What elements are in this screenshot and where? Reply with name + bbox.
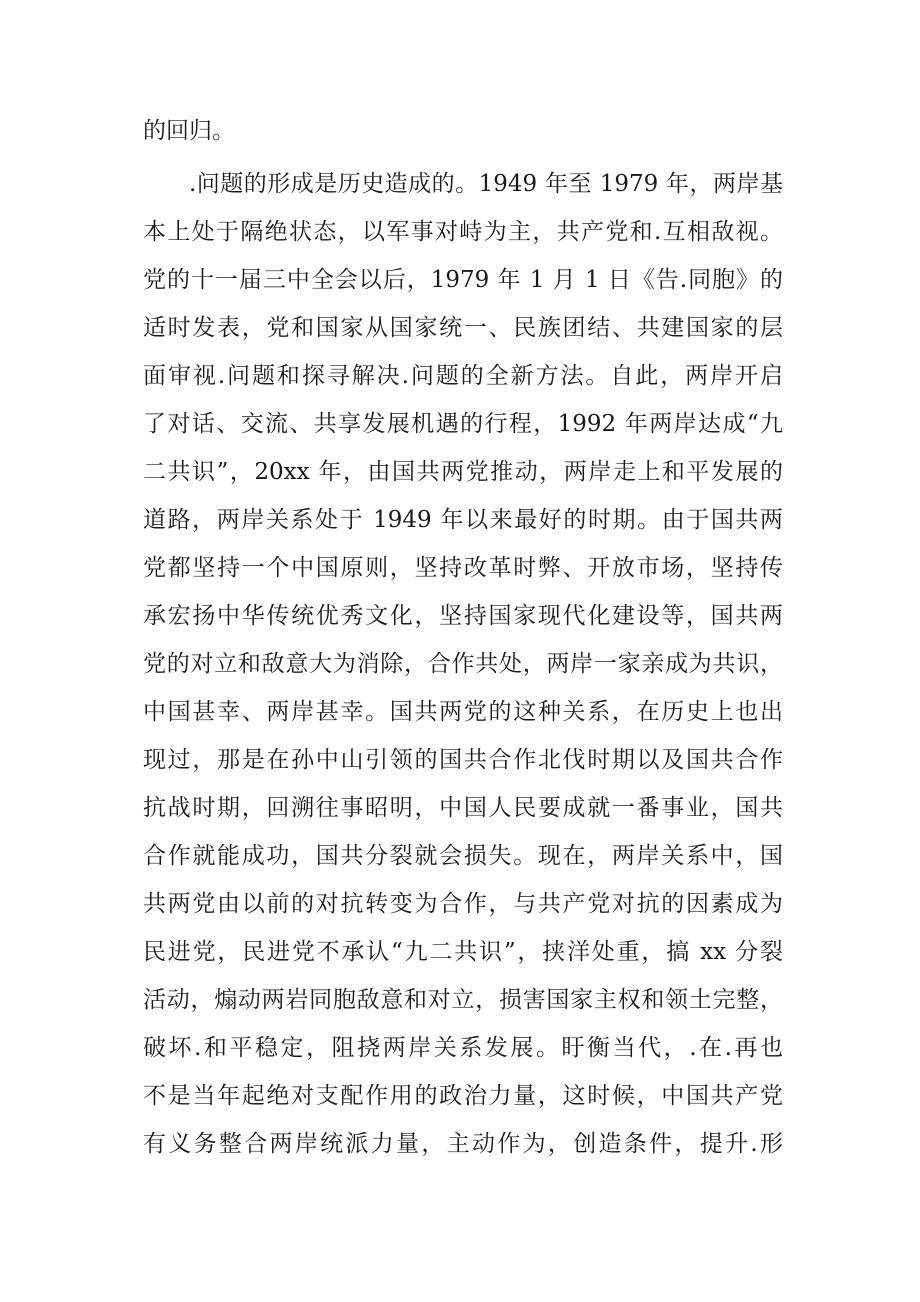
paragraph-first-line: .问题的形成是历史造成的。1949 年至 1979 年，两岸基 (189, 171, 783, 197)
text-line: 二共识”，20xx 年，由国共两党推动，两岸走上和平发展的 (143, 459, 783, 485)
text-line: 抗战时期，回溯往事昭明，中国人民要成就一番事业，国共 (143, 795, 783, 821)
text-line: 不是当年起绝对支配作用的政治力量，这时候，中国共产党 (143, 1083, 783, 1109)
text-line: 道路，两岸关系处于 1949 年以来最好的时期。由于国共两 (143, 507, 783, 533)
text-line: 共两党由以前的对抗转变为合作，与共产党对抗的因素成为 (143, 891, 783, 917)
text-line: 面审视.问题和探寻解决.问题的全新方法。自此，两岸开启 (143, 363, 783, 389)
text-line: 承宏扬中华传统优秀文化，坚持国家现代化建设等，国共两 (143, 603, 783, 629)
text-line: 党的十一届三中全会以后，1979 年 1 月 1 日《告.同胞》的 (143, 267, 783, 293)
text-line: 中国甚幸、两岸甚幸。国共两党的这种关系，在历史上也出 (143, 699, 783, 725)
text-line: 破坏.和平稳定，阻挠两岸关系发展。盱衡当代，.在.再也 (143, 1035, 783, 1061)
text-line: 的回归。 (143, 118, 235, 144)
text-line: 适时发表，党和国家从国家统一、民族团结、共建国家的层 (143, 315, 783, 341)
text-line: 党都坚持一个中国原则，坚持改革时弊、开放市场，坚持传 (143, 555, 783, 581)
text-line: 民进党，民进党不承认“九二共识”，挟洋处重，搞 xx 分裂 (143, 939, 783, 965)
text-line: 现过，那是在孙中山引领的国共合作北伐时期以及国共合作 (143, 747, 783, 773)
text-line: 活动，煽动两岩同胞敌意和对立，损害国家主权和领土完整， (143, 987, 783, 1013)
text-line: 本上处于隔绝状态，以军事对峙为主，共产党和.互相敌视。 (143, 219, 783, 245)
text-line: 党的对立和敌意大为消除，合作共处，两岸一家亲成为共识， (143, 651, 783, 677)
text-line: 了对话、交流、共享发展机遇的行程，1992 年两岸达成“九 (143, 411, 783, 437)
text-line: 有义务整合两岸统派力量，主动作为，创造条件，提升.形 (143, 1131, 783, 1157)
text-line: 合作就能成功，国共分裂就会损失。现在，两岸关系中，国 (143, 843, 783, 869)
